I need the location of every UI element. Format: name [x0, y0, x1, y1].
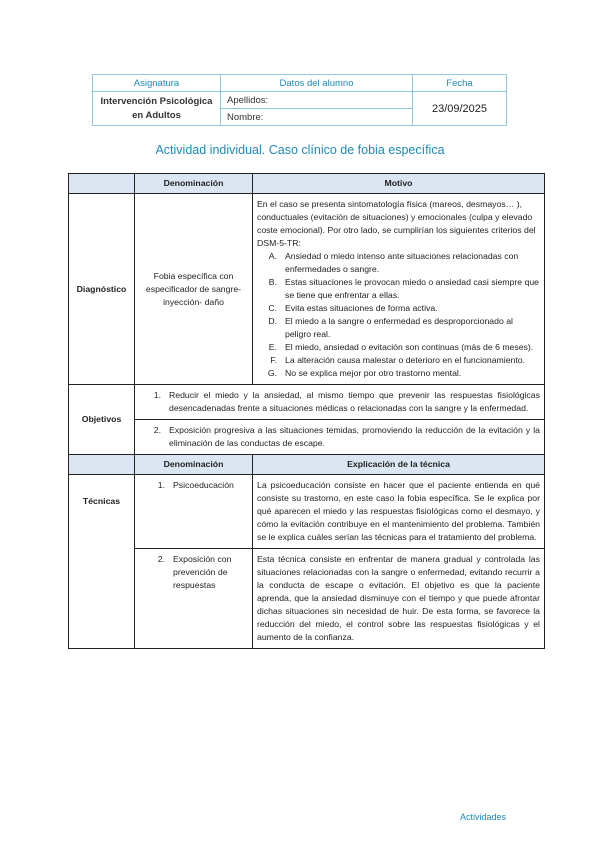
case-table: [68, 173, 545, 649]
denominacion-header: Denominación: [135, 174, 253, 194]
apellidos-label: Apellidos:: [221, 92, 413, 109]
tecnica-explicacion: Esta técnica consiste en enfrentar de manera gradual y controlada las situaciones relacionadas con la sangre o enfermedad, evitando recurrir a la conducta de escape o evitación. El objetivo es que la paciente aprenda, que la ansiedad disminuye con el tiempo y que puede afrontar dichas situaciones sin necesidad de huir. De esta forma, se favorece la reducción del miedo, el control sobre las respuestas fisiológicas y el aumento de la confianza.: [253, 549, 545, 649]
list-item: G. No se explica mejor por otro trastorno mental.: [267, 368, 462, 378]
objetivo-text: Reducir el miedo y la ansiedad, al mismo tiempo que prevenir las respuestas fisiológicas desencadenadas frente a situaciones médicas o relacionadas con la sangre y la enfermedad.: [169, 390, 540, 413]
header-blank-cell: [69, 174, 135, 194]
list-item: C. Evita estas situaciones de forma activa.: [268, 303, 438, 313]
fecha-value: 23/09/2025: [413, 92, 507, 126]
motivo-header: Motivo: [253, 174, 545, 194]
list-item: B. Estas situaciones le provocan miedo o ansiedad casi siempre que se tiene que enfrentar a ellas.: [268, 277, 540, 300]
list-item: A. Ansiedad o miedo intenso ante situaciones relacionadas con enfermedades o sangre.: [268, 251, 519, 274]
objetivo-cell: 2. Exposición progresiva a las situaciones temidas, promoviendo la reducción de la evitación y la eliminación de las conductas de escape.: [135, 420, 545, 455]
objetivos-label: Objetivos: [69, 385, 135, 455]
list-item: E. El miedo, ansiedad o evitación son continuas (más de 6 meses).: [268, 342, 534, 352]
tecnica-name-cell: 1. Psicoeducación: [135, 475, 253, 549]
tecnica-name: Psicoeducación: [173, 480, 234, 490]
asignatura-header: Asignatura: [93, 75, 221, 92]
diagnostico-label: Diagnóstico: [69, 194, 135, 385]
tecnica-name: Exposición con prevención de respuestas: [173, 554, 232, 590]
nombre-label: Nombre:: [221, 109, 413, 126]
footer-label: Actividades: [459, 812, 506, 822]
tecnica-explicacion: La psicoeducación consiste en hacer que el paciente entienda en qué consiste su trastorno, en este caso la fobia específica. Se le explica por qué aparecen el miedo y las respuestas fisiológicas como el desmayo, y cómo la evitación contribuye en el mantenimiento del problema. También se le explica cuáles serían las técnicas para el tratamiento del problema.: [253, 475, 545, 549]
asignatura-value: Intervención Psicológica en Adultos: [93, 92, 221, 126]
header-table: [92, 74, 507, 126]
explicacion-header: Explicación de la técnica: [253, 455, 545, 475]
denominacion-header-2: Denominación: [135, 455, 253, 475]
tecnicas-label: Técnicas: [69, 475, 135, 649]
datos-alumno-header: Datos del alumno: [221, 75, 413, 92]
list-item: F. La alteración causa malestar o deterioro en el funcionamiento.: [270, 355, 526, 365]
motivo-intro: En el caso se presenta sintomatología física (mareos, desmayos… ), conductuales (evitación de situaciones) y emocionales (culpa y elevado coste emocional). Por otro lado, se cumplirían los siguientes criterios del DSM-5-TR:: [257, 199, 536, 248]
objetivo-text: Exposición progresiva a las situaciones temidas, promoviendo la reducción de la evitación y la eliminación de las conductas de escape.: [169, 425, 540, 448]
motivo-cell: [253, 194, 545, 385]
objetivo-cell: 1. Reducir el miedo y la ansiedad, al mismo tiempo que prevenir las respuestas fisiológicas desencadenadas frente a situaciones médicas o relacionadas con la sangre y la enfermedad.: [135, 385, 545, 420]
fecha-header: Fecha: [413, 75, 507, 92]
page-title: Actividad individual. Caso clínico de fobia específica: [155, 143, 445, 157]
tecnica-name-cell: 2. Exposición con prevención de respuestas: [135, 549, 253, 649]
criteria-list: [257, 250, 540, 380]
header-blank-cell: [69, 455, 135, 475]
diagnostico-denominacion: Fobia específica con especificador de sangre- inyección- daño: [135, 194, 253, 385]
list-item: D. El miedo a la sangre o enfermedad es desproporcionado al peligro real.: [268, 316, 513, 339]
